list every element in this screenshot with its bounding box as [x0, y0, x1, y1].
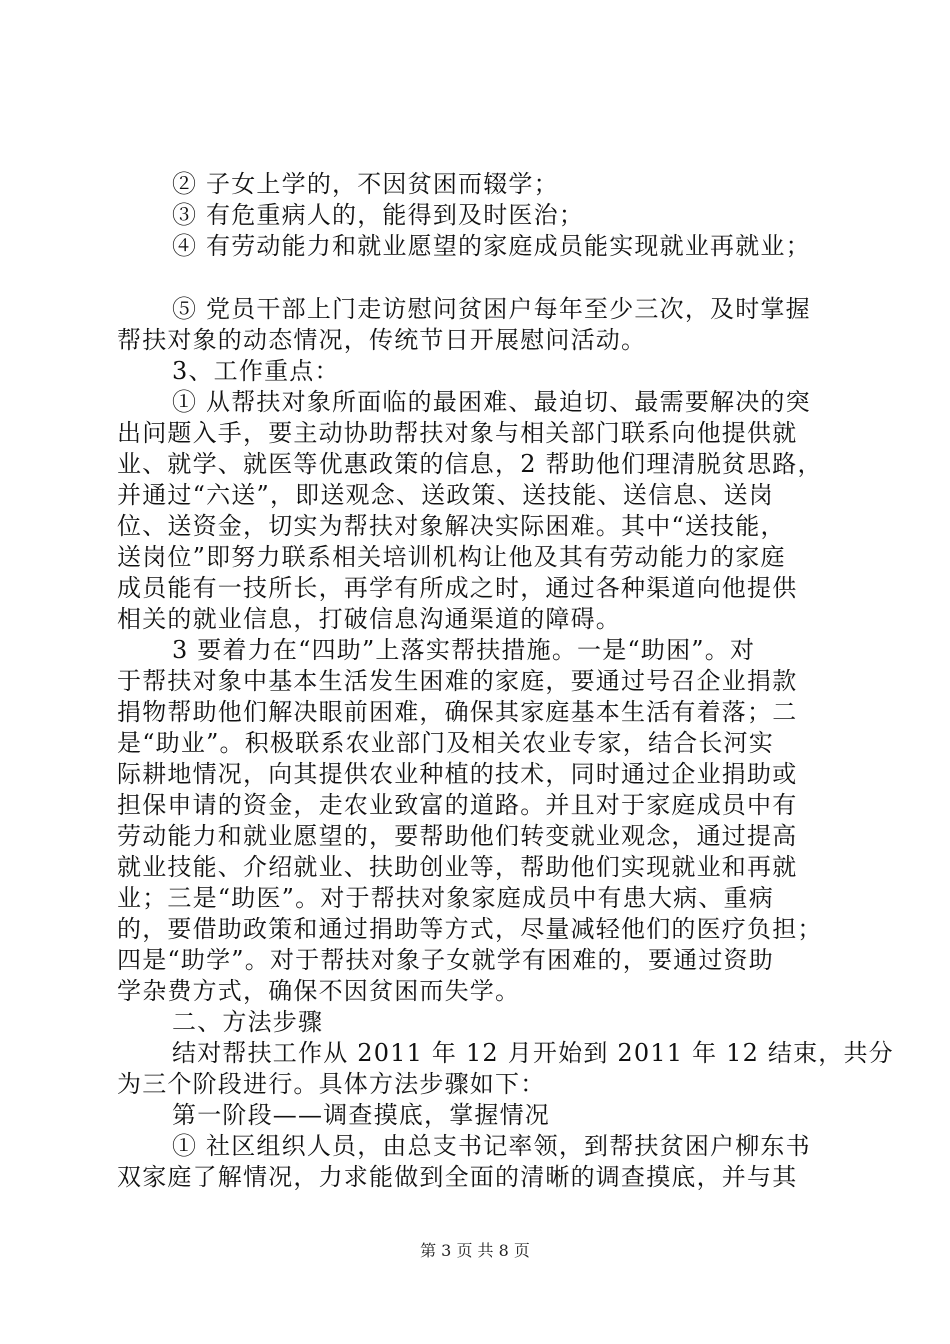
text-line: 双家庭了解情况，力求能做到全面的清晰的调查摸底，并与其: [117, 1163, 798, 1191]
text-line: ③ 有危重病人的，能得到及时医治；: [172, 201, 585, 229]
paragraph-spacer: [117, 262, 837, 294]
text-line: 并通过“六送”，即送观念、送政策、送技能、送信息、送岗: [117, 481, 774, 509]
text-line: 就业技能、介绍就业、扶助创业等，帮助他们实现就业和再就: [117, 853, 798, 881]
paragraph: [117, 200, 837, 231]
text-line: 四是“助学”。对于帮扶对象子女就学有困难的，要通过资助: [117, 946, 774, 974]
text-line: 劳动能力和就业愿望的，要帮助他们转变就业观念，通过提高: [117, 822, 798, 850]
text-line: 捐物帮助他们解决眼前困难，确保其家庭基本生活有着落；二: [117, 698, 798, 726]
text-line: 际耕地情况，向其提供农业种植的技术，同时通过企业捐助或: [117, 760, 798, 788]
page-footer: 第 3 页 共 8 页: [420, 1241, 530, 1260]
text-line: 二、方法步骤: [172, 1008, 324, 1036]
text-line: 是“助业”。积极联系农业部门及相关农业专家，结合长河实: [117, 729, 774, 757]
text-line: 帮扶对象的动态情况，传统节日开展慰问活动。: [117, 326, 647, 354]
paragraph: [117, 387, 837, 635]
text-line: 出问题入手，要主动协助帮扶对象与相关部门联系向他提供就: [117, 419, 798, 447]
text-line: 位、送资金，切实为帮扶对象解决实际困难。其中“送技能，: [117, 512, 786, 540]
text-line: 3、工作重点：: [172, 357, 340, 385]
text-line: ① 社区组织人员，由总支书记率领，到帮扶贫困户柳东书: [172, 1132, 811, 1160]
paragraph: [117, 1007, 837, 1038]
paragraph: [117, 294, 837, 356]
text-line: 业；三是“助医”。对于帮扶对象家庭成员中有患大病、重病: [117, 884, 774, 912]
text-line: 业、就学、就医等优惠政策的信息，2 帮助他们理清脱贫思路，: [117, 450, 823, 478]
paragraph: [117, 231, 837, 262]
text-line: 的，要借助政策和通过捐助等方式，尽量减轻他们的医疗负担；: [117, 915, 823, 943]
text-line: 于帮扶对象中基本生活发生困难的家庭，要通过号召企业捐款: [117, 667, 798, 695]
text-line: ⑤ 党员干部上门走访慰问贫困户每年至少三次，及时掌握: [172, 295, 811, 323]
text-line: ① 从帮扶对象所面临的最困难、最迫切、最需要解决的突: [172, 388, 811, 416]
paragraph: [117, 356, 837, 387]
text-line: 相关的就业信息，打破信息沟通渠道的障碍。: [117, 605, 621, 633]
text-line: 送岗位”即努力联系相关培训机构让他及其有劳动能力的家庭: [117, 543, 786, 571]
text-line: 第一阶段——调查摸底，掌握情况: [172, 1101, 550, 1129]
paragraph: [117, 1131, 837, 1193]
text-line: 3 要着力在“四助”上落实帮扶措施。一是“助困”。对: [172, 636, 756, 664]
text-line: 为三个阶段进行。具体方法步骤如下：: [117, 1070, 546, 1098]
text-line: 成员能有一技所长，再学有所成之时，通过各种渠道向他提供: [117, 574, 798, 602]
paragraph: [117, 169, 837, 200]
document-body: [117, 169, 894, 1193]
paragraph: [117, 1100, 837, 1131]
text-line: ④ 有劳动能力和就业愿望的家庭成员能实现就业再就业；: [172, 232, 811, 260]
paragraph: [117, 635, 837, 1007]
text-line: 结对帮扶工作从 2011 年 12 月开始到 2011 年 12 结束，共分: [172, 1039, 894, 1067]
paragraph: [117, 1038, 894, 1100]
text-line: 担保申请的资金，走农业致富的道路。并且对于家庭成员中有: [117, 791, 798, 819]
text-line: 学杂费方式，确保不因贫困而失学。: [117, 977, 521, 1005]
text-line: ② 子女上学的，不因贫困而辍学；: [172, 170, 559, 198]
